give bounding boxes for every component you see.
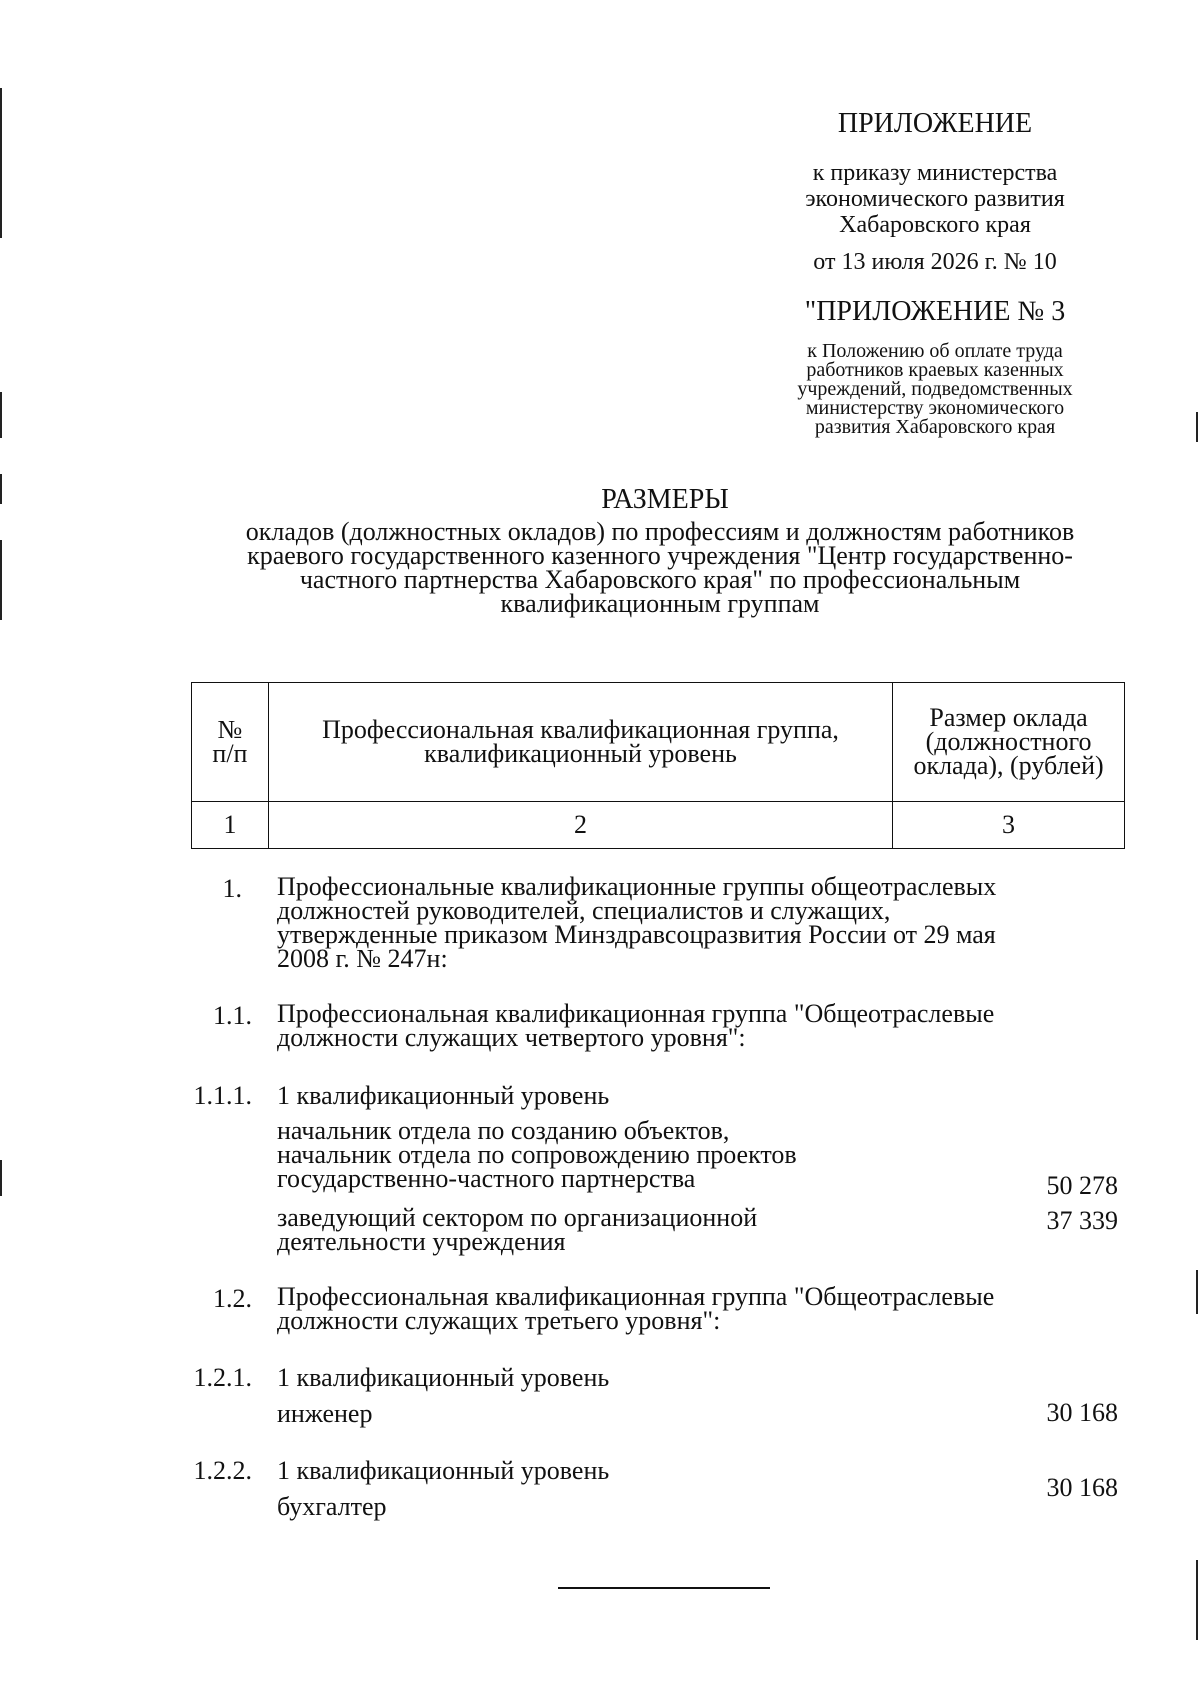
column-salary-header: Размер оклада (должностного оклада), (рублей) (893, 683, 1125, 802)
item-text: Профессиональные квалификационные группы общеотраслевых должностей руководителей, специалистов и служащих, утвержденные приказом Минздравсоцразвития России от 29 мая 2008 г. № 247н: (277, 872, 997, 973)
scan-edge-mark (1196, 1560, 1198, 1640)
scan-edge-mark (0, 1160, 2, 1196)
scan-edge-mark (1196, 1270, 1198, 1314)
appendix3-line: учреждений, подведомственных (797, 378, 1073, 400)
item-text: Профессиональная квалификационная группа "Общеотраслевые должности служащих четвертого уровня": (277, 999, 995, 1052)
salary-value: 50 278 (1046, 1171, 1118, 1200)
item-text: 1 квалификационный уровень (277, 1363, 610, 1392)
salary-value: 30 168 (1046, 1473, 1118, 1502)
column-index: 3 (893, 802, 1125, 849)
column-index: 1 (192, 802, 269, 849)
item-text: 1 квалификационный уровень (277, 1081, 610, 1110)
column-number-header: № п/п (192, 683, 269, 802)
item-number: 1.2. (213, 1284, 252, 1313)
appendix3-line: министерству экономического (805, 397, 1065, 419)
salary-table-header (191, 682, 1125, 849)
subtitle-line: квалификационным группам (500, 589, 820, 618)
subtitle-line: частного партнерства Хабаровского края" по профессиональным (299, 565, 1021, 594)
appendix-header (760, 108, 1110, 437)
scan-edge-mark (1196, 412, 1198, 442)
appendix3-line: развития Хабаровского края (814, 416, 1056, 438)
item-text: 1 квалификационный уровень (277, 1456, 610, 1485)
appendix3-line: работников краевых казенных (806, 359, 1064, 381)
scan-edge-mark (0, 392, 2, 438)
item-number: 1. (222, 874, 242, 903)
subtitle-line: окладов (должностных окладов) по профессиям и должностям работников (245, 517, 1075, 546)
column-index: 2 (268, 802, 892, 849)
position-text: начальник отдела по созданию объектов, начальник отдела по сопровождению проектов государственно-частного партнерства (277, 1116, 797, 1193)
position-text: бухгалтер (277, 1492, 387, 1521)
document-subtitle (195, 517, 1125, 618)
item-number: 1.1.1. (193, 1081, 252, 1110)
appendix3-line: к Положению об оплате труда (807, 340, 1063, 362)
order-line: экономического развития (805, 186, 1065, 212)
appendix-title: ПРИЛОЖЕНИЕ (837, 108, 1033, 139)
appendix3-title: "ПРИЛОЖЕНИЕ № 3 (804, 296, 1066, 327)
item-text: Профессиональная квалификационная группа "Общеотраслевые должности служащих третьего уровня": (277, 1282, 995, 1335)
order-date: от 13 июля 2026 г. № 10 (813, 249, 1057, 275)
document-heading: РАЗМЕРЫ (601, 484, 729, 515)
order-line: к приказу министерства (812, 160, 1058, 186)
position-text: инженер (277, 1399, 373, 1428)
salary-value: 37 339 (1046, 1206, 1118, 1235)
column-group-header: Профессиональная квалификационная группа, квалификационный уровень (268, 683, 892, 802)
item-number: 1.2.2. (193, 1456, 252, 1485)
item-number: 1.2.1. (193, 1363, 252, 1392)
item-number: 1.1. (213, 1001, 252, 1030)
order-line: Хабаровского края (839, 212, 1031, 238)
position-text: заведующий сектором по организационной деятельности учреждения (277, 1203, 758, 1256)
scan-edge-mark (0, 540, 2, 620)
end-rule (558, 1587, 770, 1589)
subtitle-line: краевого государственного казенного учреждения "Центр государственно- (247, 541, 1073, 570)
scan-edge-mark (0, 88, 2, 238)
salary-value: 30 168 (1046, 1398, 1118, 1427)
